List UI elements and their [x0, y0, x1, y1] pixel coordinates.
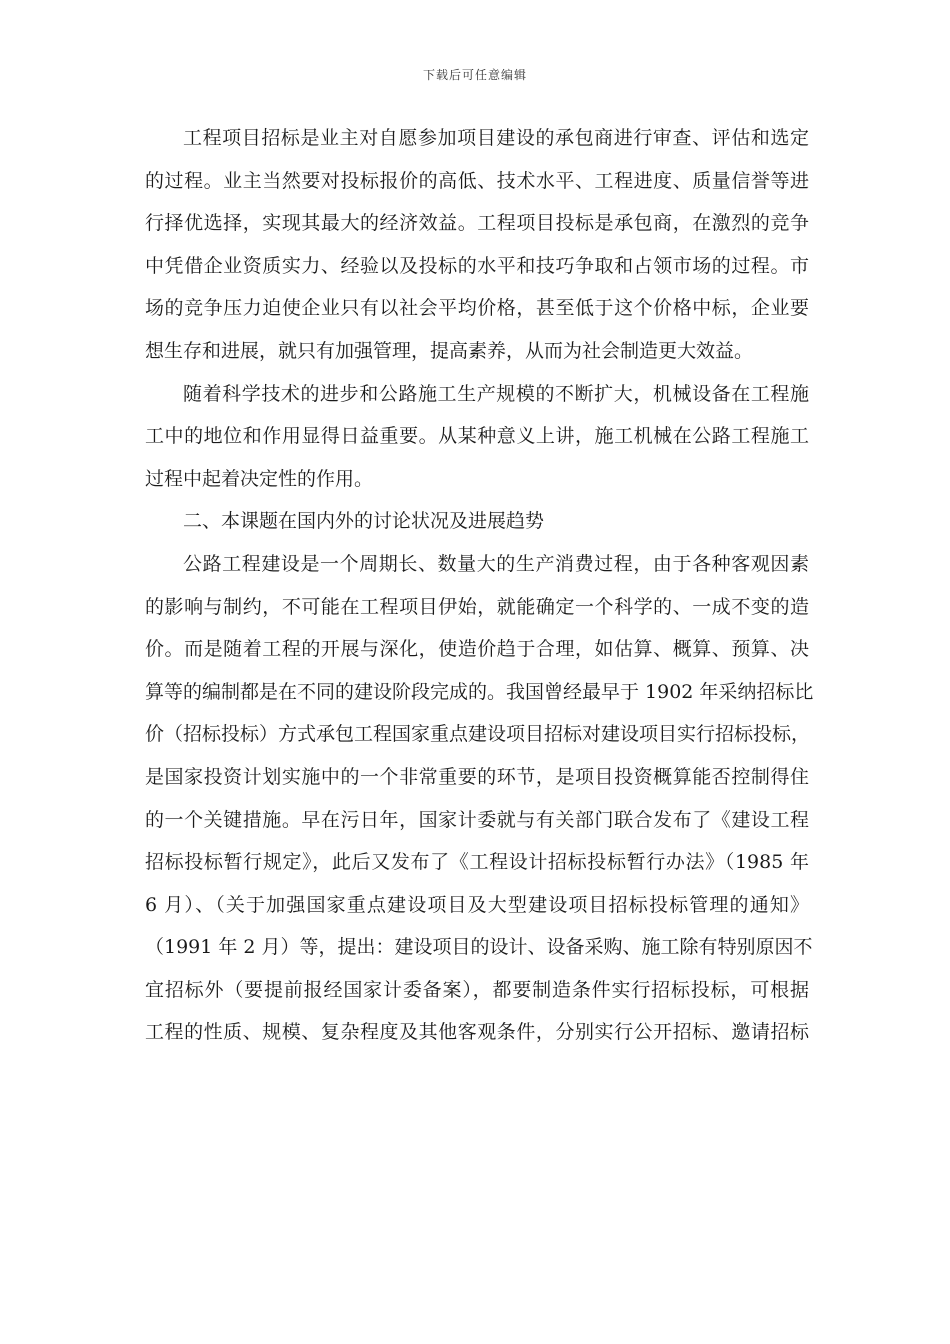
text-line: 随着科学技术的进步和公路施工生产规模的不断扩大，机械设备在工程施	[183, 382, 809, 405]
text-line: 想生存和进展，就只有加强管理，提高素养，从而为社会制造更大效益。	[145, 339, 754, 362]
text-line: 6 月）、（关于加强国家重点建设项目及大型建设项目招标投标管理的通知》	[145, 893, 809, 916]
text-line: 场的竞争压力迫使企业只有以社会平均价格，甚至低于这个价格中标，企业要	[145, 297, 809, 320]
text-line: （1991 年 2 月）等，提出：建设项目的设计、设备采购、施工除有特别原因不	[145, 936, 813, 959]
text-line: 价（招标投标）方式承包工程国家重点建设项目招标对建设项目实行招标投标，	[145, 723, 811, 746]
text-line: 的过程。业主当然要对投标报价的高低、技术水平、工程进度、质量信誉等进	[145, 169, 809, 192]
text-line: 中凭借企业资质实力、经验以及投标的水平和技巧争取和占领市场的过程。市	[145, 254, 809, 277]
text-line: 过程中起着决定性的作用。	[145, 467, 374, 490]
text-line: 宜招标外（要提前报经国家计委备案），都要制造条件实行招标投标，可根据	[145, 978, 809, 1001]
text-line: 工中的地位和作用显得日益重要。从某种意义上讲，施工机械在公路工程施工	[145, 425, 809, 448]
text-line: 工程的性质、规模、复杂程度及其他客观条件，分别实行公开招标、邀请招标	[145, 1021, 809, 1044]
text-line: 的一个关键措施。早在污日年，国家计委就与有关部门联合发布了《建设工程	[145, 808, 809, 831]
page-header: 下载后可任意编辑	[422, 68, 527, 82]
text-line: 二、本课题在国内外的讨论状况及进展趋势	[183, 510, 545, 533]
text-line: 行择优选择，实现其最大的经济效益。工程项目投标是承包商，在激烈的竞争	[145, 212, 809, 235]
text-line: 工程项目招标是业主对自愿参加项目建设的承包商进行审查、评估和选定	[183, 127, 809, 149]
text-line: 的影响与制约，不可能在工程项目伊始，就能确定一个科学的、一成不变的造	[145, 595, 809, 618]
text-line: 是国家投资计划实施中的一个非常重要的环节，是项目投资概算能否控制得住	[145, 765, 809, 788]
text-line: 公路工程建设是一个周期长、数量大的生产消费过程，由于各种客观因素	[183, 552, 809, 575]
text-line: 价。而是随着工程的开展与深化，使造价趋于合理，如估算、概算、预算、决	[145, 638, 809, 661]
document-body	[145, 117, 814, 1054]
text-line: 算等的编制都是在不同的建设阶段完成的。我国曾经最早于 1902 年采纳招标比	[145, 680, 814, 703]
text-line: 招标投标暂行规定》，此后又发布了《工程设计招标投标暂行办法》（1985 年	[145, 851, 809, 874]
